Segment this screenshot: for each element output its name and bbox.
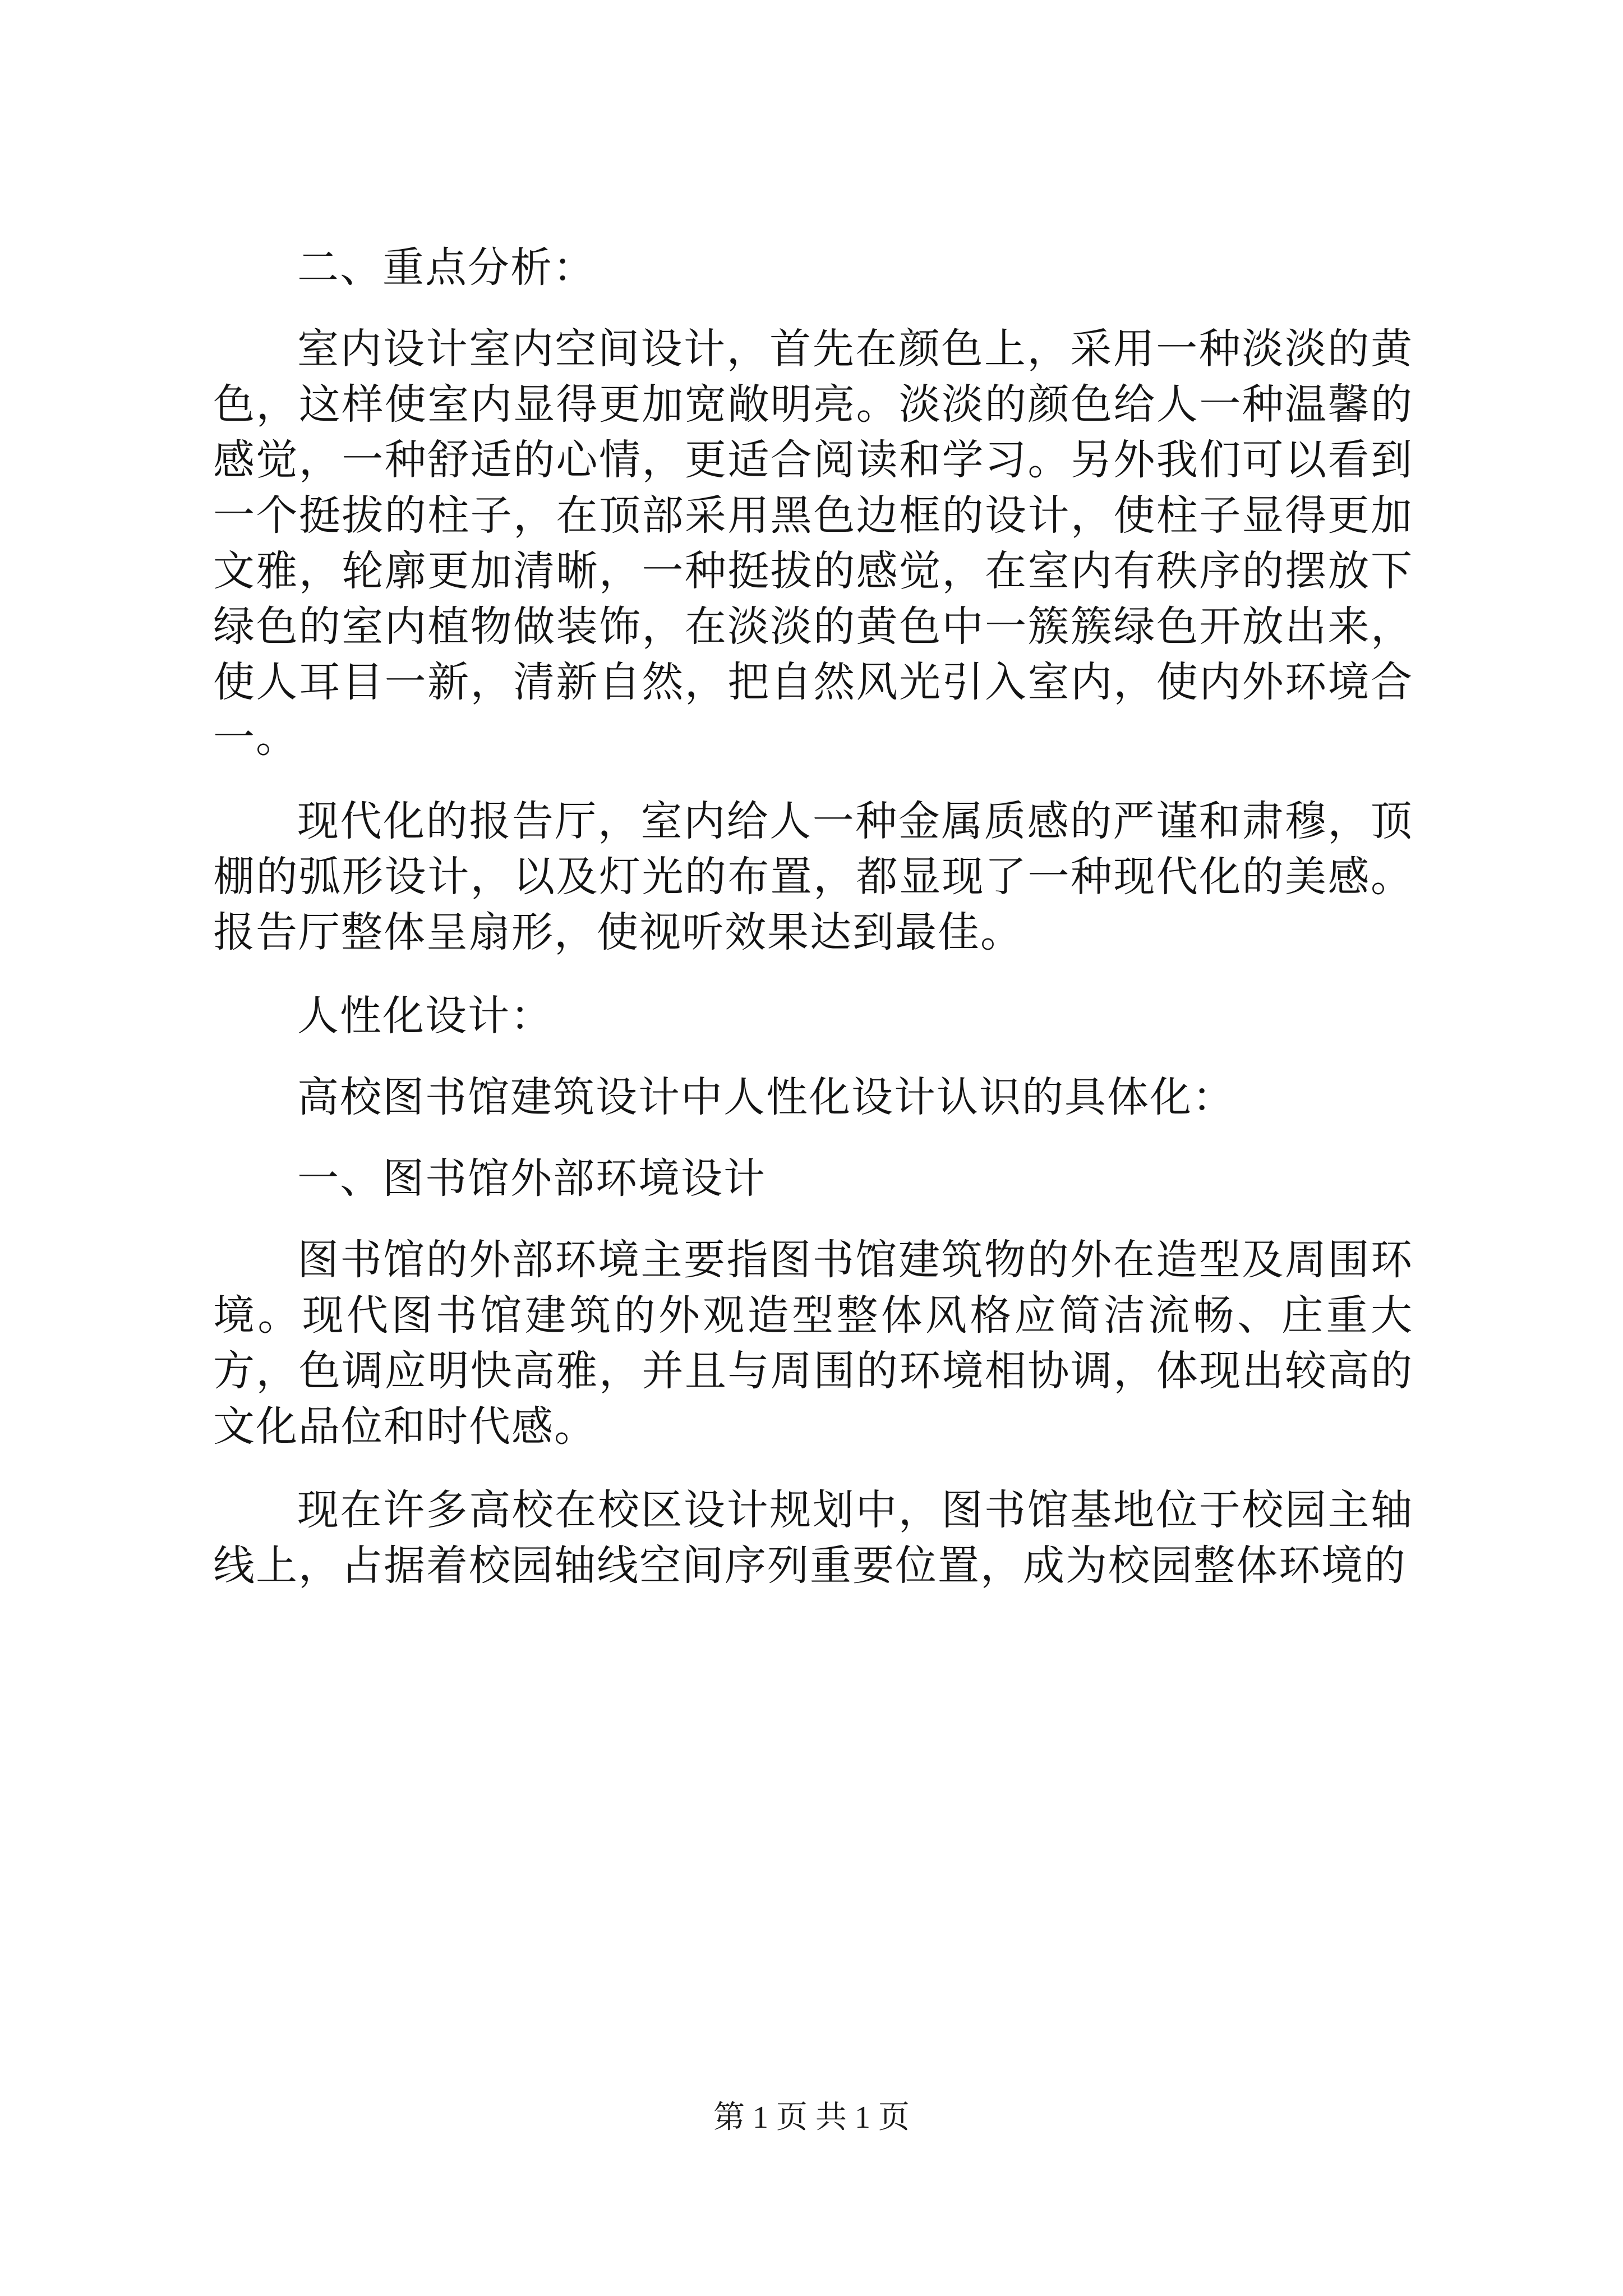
paragraph-campus-planning: 现在许多高校在校区设计规划中，图书馆基地位于校园主轴线上，占据着校园轴线空间序列重要位置，成为校园整体环境的 — [213, 1486, 1413, 1590]
paragraph-lecture-hall: 现代化的报告厅，室内给人一种金属质感的严谨和肃穆，顶棚的弧形设计，以及灯光的布置，都显现了一种现代化的美感。报告厅整体呈扇形，使视听效果达到最佳。 — [213, 797, 1413, 956]
section-heading-library-design: 高校图书馆建筑设计中人性化设计认识的具体化： — [297, 1073, 1235, 1121]
document-body — [213, 240, 1413, 1622]
section-heading-key-analysis: 二、重点分析： — [297, 243, 596, 292]
paragraph-exterior-environment: 图书馆的外部环境主要指图书馆建筑物的外在造型及周围环境。现代图书馆建筑的外观造型整体风格应简洁流畅、庄重大方，色调应明快高雅，并且与周围的环境相协调，体现出较高的文化品位和时代感。 — [213, 1236, 1413, 1451]
paragraph-interior-design: 室内设计室内空间设计，首先在颜色上，采用一种淡淡的黄色，这样使室内显得更加宽敞明亮。淡淡的颜色给人一种温馨的感觉，一种舒适的心情，更适合阅读和学习。另外我们可以看到一个挺拔的柱子，在顶部采用黑色边框的设计，使柱子显得更加文雅，轮廓更加清晰，一种挺拔的感觉，在室内有秩序的摆放下绿色的室内植物做装饰，在淡淡的黄色中一簇簇绿色开放出来，使人耳目一新，清新自然，把自然风光引入室内，使内外环境合一。 — [213, 325, 1413, 762]
section-heading-exterior-environment: 一、图书馆外部环境设计 — [297, 1154, 766, 1203]
section-heading-humanized-design: 人性化设计： — [297, 992, 553, 1040]
page-footer: 第 1 页 共 1 页 — [713, 2100, 910, 2135]
